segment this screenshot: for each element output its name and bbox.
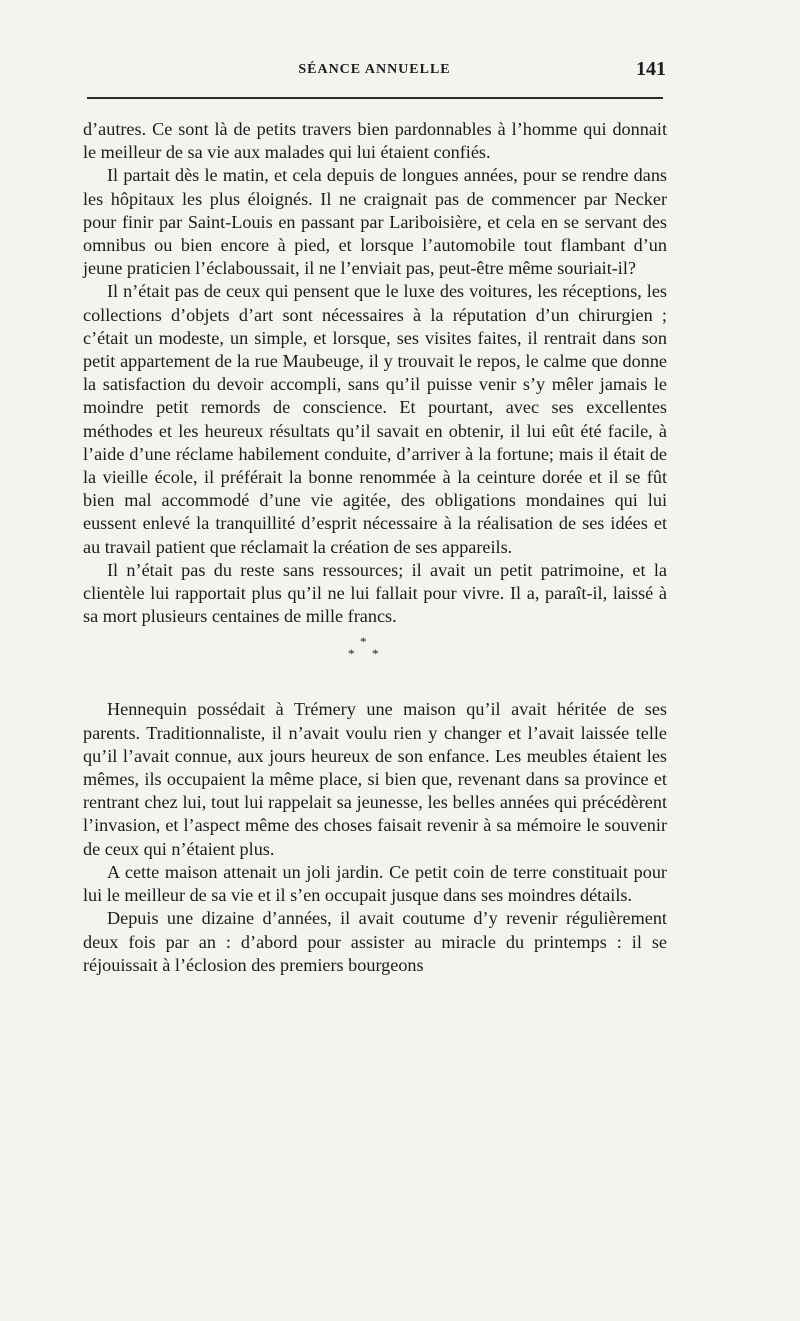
paragraph: Hennequin possédait à Trémery une maison qu’il avait héritée de ses parents. Traditionnaliste, il n’avait voulu rien y changer et l’avait laissée telle qu’il l’avait connue, aux jours heureux de son enfance. Les meubles étaient les mêmes, ils occupaient la même place, si bien que, revenant dans sa province et rentrant chez lui, tout lui rappelait sa jeunesse, les belles années qui précédèrent l’invasion, et l’aspect même des choses faisait revenir à sa mémoire le souvenir de ceux qui n’étaient plus. [83, 699, 667, 859]
running-head [83, 60, 666, 88]
asterism-star: * [360, 634, 367, 650]
paragraph: Il n’était pas de ceux qui pensent que le luxe des voitures, les réceptions, les collections d’objets d’art sont nécessaires à la réputation d’un chirurgien ; c’était un modeste, un simple, et lorsque, ses visites faites, il rentrait dans son petit appartement de la rue Maubeuge, il y trouvait le repos, le calme que donne la satisfaction du devoir accompli, sans qu’il puisse venir s’y mêler jamais le moindre petit remords de conscience. Et pourtant, avec ses excellentes méthodes et les heureux résultats qu’il savait en obtenir, il lui eût été facile, à l’aide d’une réclame habilement conduite, d’arriver à la fortune; mais il était de la vieille école, il préférait la bonne renommée à la ceinture dorée et il se fût bien mal accommodé d’une vie agitée, des obligations mondaines qui lui eussent enlevé la tranquillité d’esprit nécessaire à la réalisation de ses idées et au travail patient que réclamait la création de ses appareils. [83, 281, 667, 557]
asterism-star: * [372, 646, 379, 662]
header-rule [87, 97, 663, 99]
body-text [83, 118, 667, 977]
paragraph: Il n’était pas du reste sans ressources; il avait un petit patrimoine, et la clientèle lui rapportait plus qu’il ne lui fallait pour vivre. Il a, paraît-il, laissé à sa mort plusieurs centaines de mille francs. [83, 559, 667, 627]
paragraph-continued: d’autres. Ce sont là de petits travers bien pardonnables à l’homme qui donnait le meilleur de sa vie aux malades qui lui étaient confiés. [83, 119, 667, 163]
page-number: 141 [636, 58, 666, 80]
paragraph: Il partait dès le matin, et cela depuis de longues années, pour se rendre dans les hôpitaux les plus éloignés. Il ne craignait pas de commencer par Necker pour finir par Saint-Louis en passant par Lariboisière, et cela en se servant des omnibus ou bien encore à pied, et lorsque l’automobile tout flambant d’un jeune praticien l’éclaboussait, il ne l’enviait pas, peut-être même souriait-il? [83, 165, 667, 279]
asterism-star: * [348, 646, 355, 662]
section-asterism [83, 628, 667, 686]
paragraph: Depuis une dizaine d’années, il avait coutume d’y revenir régulièrement deux fois par an : d’abord pour assister au miracle du printemps : il se réjouissait à l’éclosion des premiers bourgeons [83, 908, 667, 975]
running-title: SÉANCE ANNUELLE [298, 62, 451, 77]
section-gap [83, 686, 667, 698]
paragraph: A cette maison attenait un joli jardin. Ce petit coin de terre constituait pour lui le meilleur de sa vie et il s’en occupait jusque dans ses moindres détails. [83, 861, 667, 906]
